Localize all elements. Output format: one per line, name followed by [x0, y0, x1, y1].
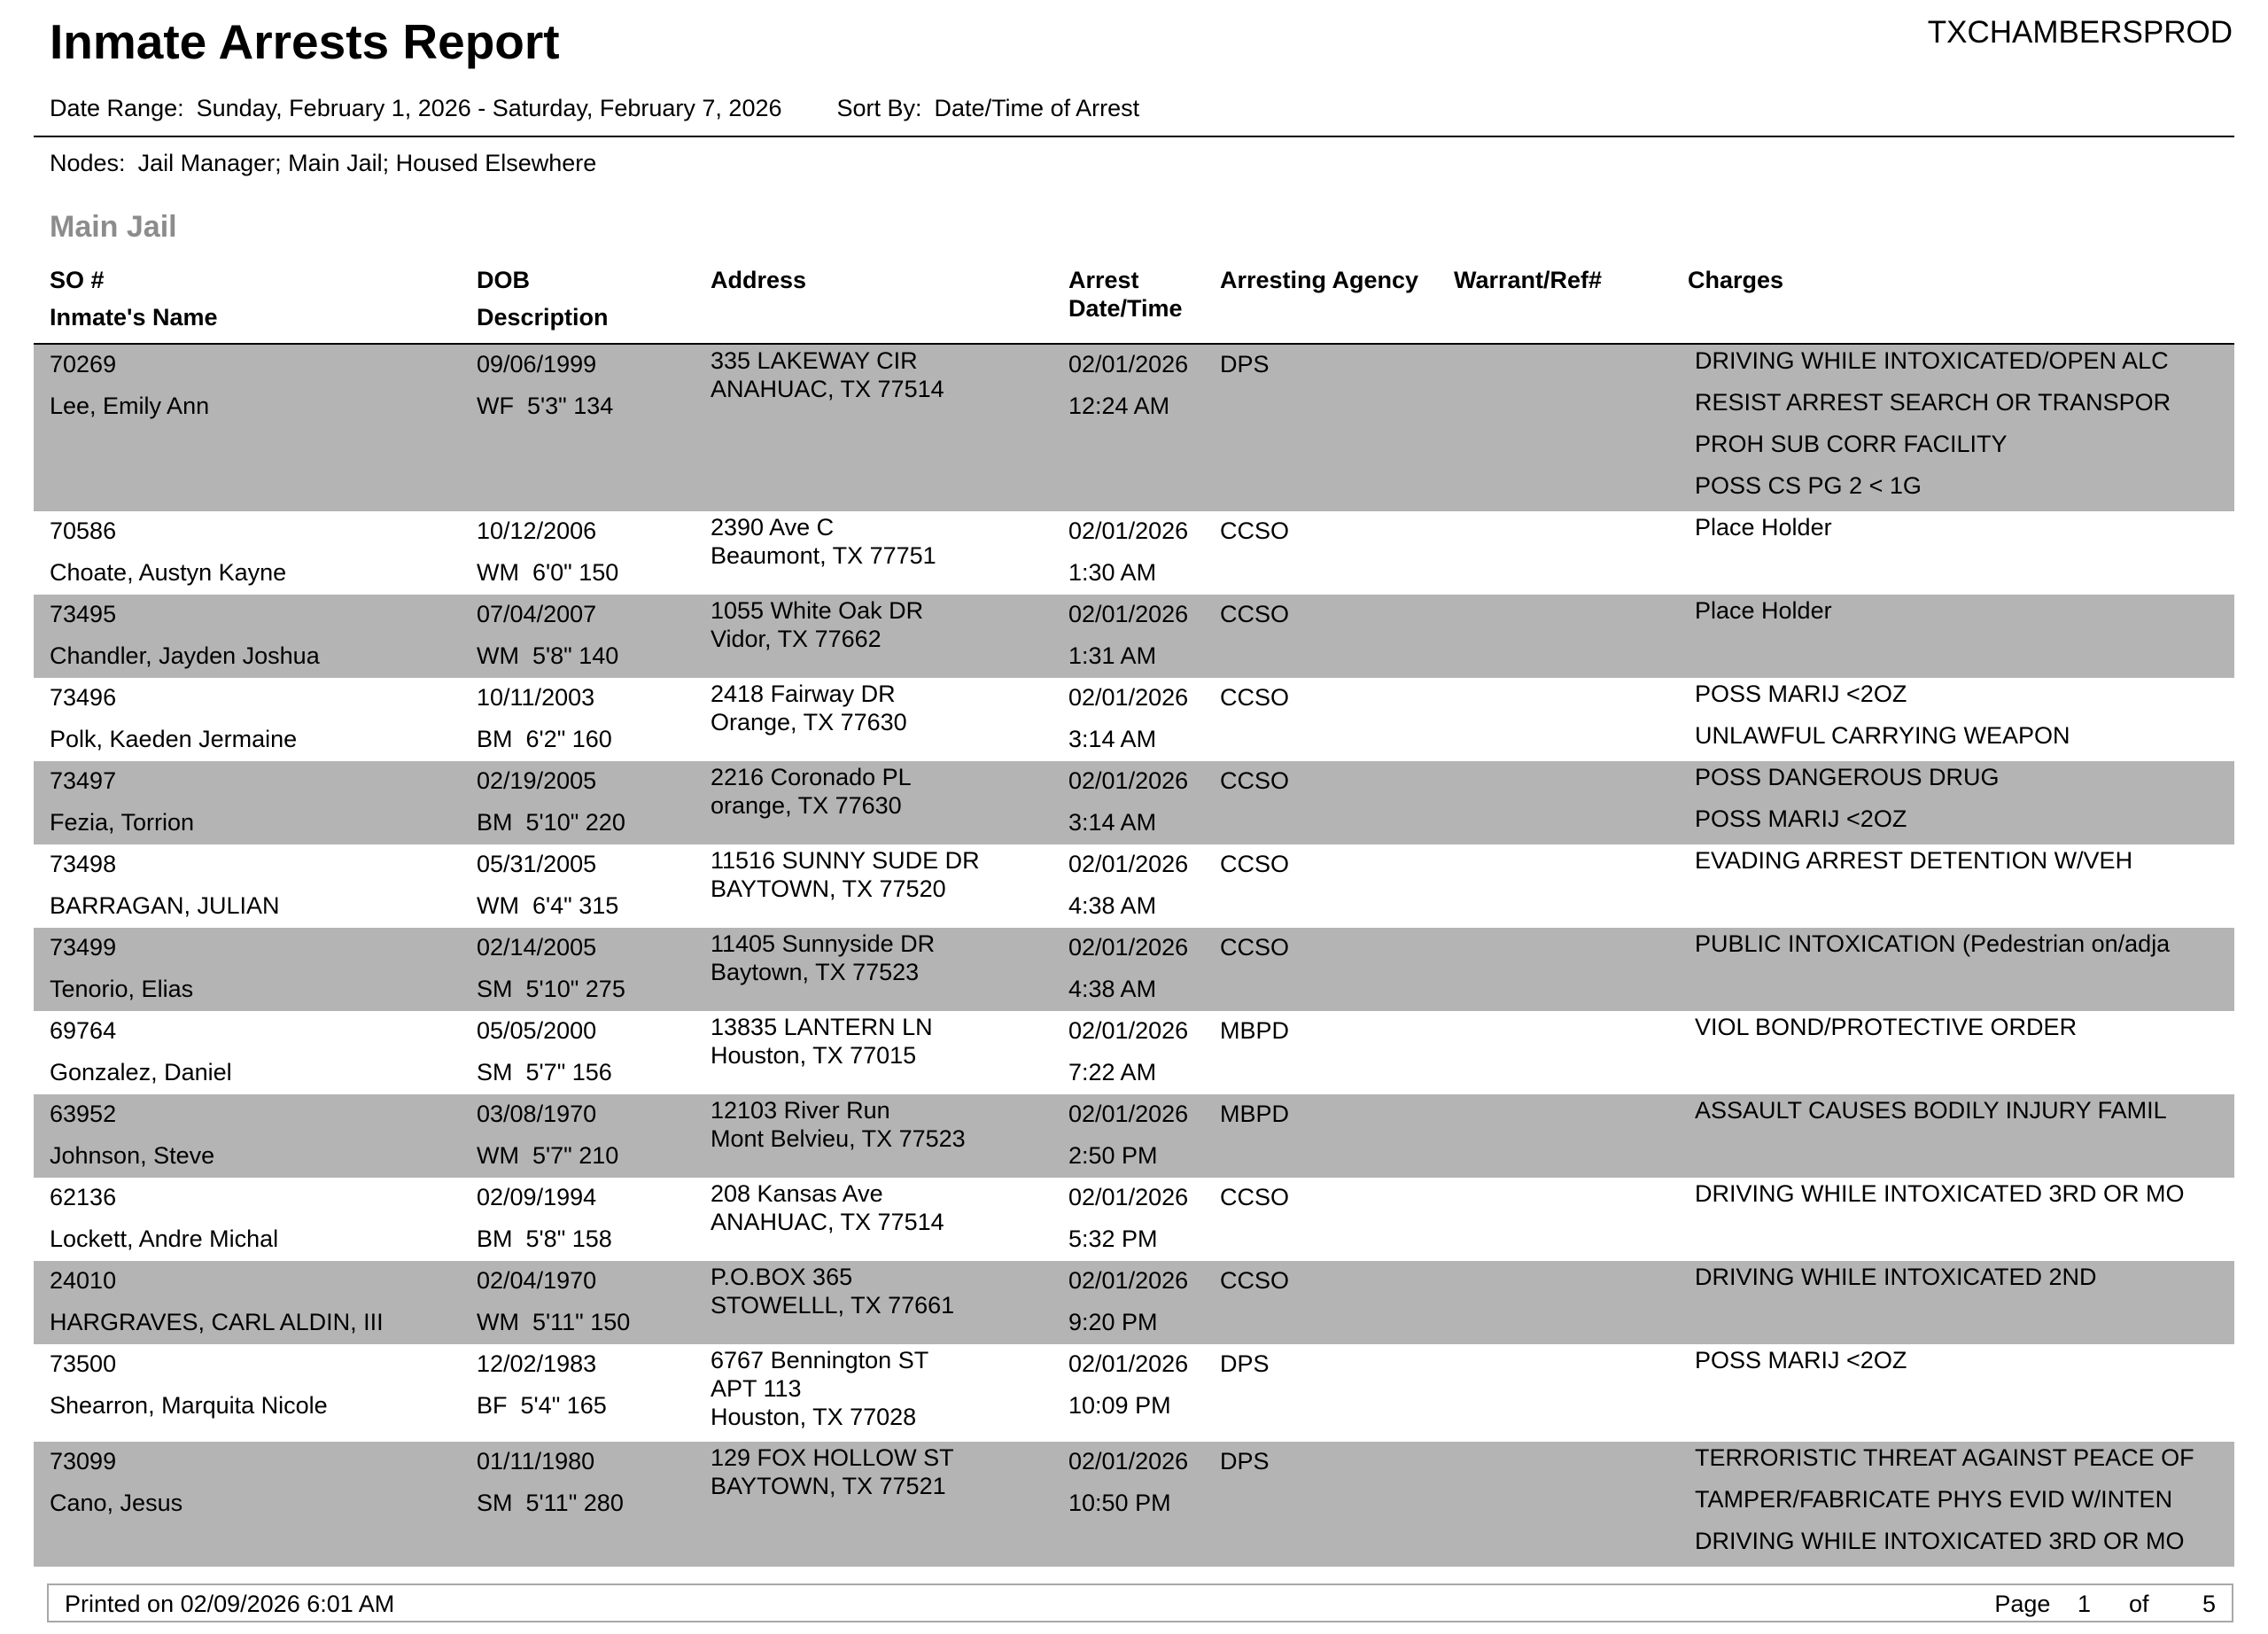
- sort-value: Date/Time of Arrest: [934, 95, 1140, 121]
- date-range-value: Sunday, February 1, 2026 - Saturday, February 7, 2026: [196, 95, 782, 121]
- charges: [1695, 763, 2200, 846]
- charge-item: TAMPER/FABRICATE PHYS EVID W/INTEN: [1695, 1486, 2173, 1513]
- charges: [1695, 513, 2200, 555]
- so-number: 63952: [50, 1101, 117, 1127]
- nodes-line: [50, 149, 596, 177]
- system-name: TXCHAMBERSPROD: [1927, 15, 2233, 50]
- arrest-date: 02/01/2026: [1068, 1448, 1189, 1474]
- col-header-charges: Charges: [1688, 267, 1784, 293]
- dob: 07/04/2007: [477, 601, 597, 627]
- table-row: [34, 928, 2234, 1011]
- address-line: BAYTOWN, TX 77521: [711, 1473, 946, 1499]
- charge-item: DRIVING WHILE INTOXICATED/OPEN ALC: [1695, 347, 2169, 374]
- address: [711, 1096, 966, 1153]
- description: WF 5'3" 134: [477, 393, 614, 419]
- description: BM 5'8" 158: [477, 1226, 612, 1252]
- arrest-date: 02/01/2026: [1068, 517, 1189, 544]
- charge-item: TERRORISTIC THREAT AGAINST PEACE OF: [1695, 1444, 2194, 1471]
- address-line: Mont Belvieu, TX 77523: [711, 1125, 966, 1152]
- report-parameters: [50, 94, 1139, 122]
- arrest-date: 02/01/2026: [1068, 684, 1189, 711]
- arrest-date: 02/01/2026: [1068, 851, 1189, 877]
- address-line: Vidor, TX 77662: [711, 626, 882, 652]
- charge-item: VIOL BOND/PROTECTIVE ORDER: [1695, 1014, 2078, 1040]
- address-line: Orange, TX 77630: [711, 709, 907, 735]
- inmate-name: Polk, Kaeden Jermaine: [50, 726, 298, 752]
- arresting-agency: CCSO: [1220, 1184, 1290, 1210]
- dob: 02/14/2005: [477, 934, 597, 961]
- table-row: [34, 678, 2234, 761]
- address: [711, 1013, 933, 1070]
- address: [711, 680, 907, 736]
- address-line: 11516 SUNNY SUDE DR: [711, 847, 980, 874]
- arrests-table: [34, 345, 2234, 1567]
- arrest-date: 02/01/2026: [1068, 1101, 1189, 1127]
- address: [711, 1179, 944, 1236]
- page-indicator: [1994, 1591, 2216, 1617]
- charges: [1695, 1346, 2200, 1388]
- arrest-time: 5:32 PM: [1068, 1226, 1158, 1252]
- so-number: 62136: [50, 1184, 117, 1210]
- arrest-time: 1:30 AM: [1068, 559, 1157, 586]
- arrest-date: 02/01/2026: [1068, 767, 1189, 794]
- nodes-value: Jail Manager; Main Jail; Housed Elsewhere: [137, 150, 597, 176]
- charge-item: UNLAWFUL CARRYING WEAPON: [1695, 722, 2070, 749]
- dob: 09/06/1999: [477, 351, 597, 377]
- address-line: 2418 Fairway DR: [711, 681, 896, 707]
- arrest-time: 10:50 PM: [1068, 1490, 1171, 1516]
- col-header-warrant: Warrant/Ref#: [1454, 267, 1603, 293]
- so-number: 73499: [50, 934, 117, 961]
- arrest-time: 10:09 PM: [1068, 1392, 1171, 1419]
- charge-item: POSS MARIJ <2OZ: [1695, 1347, 1907, 1373]
- inmate-name: HARGRAVES, CARL ALDIN, III: [50, 1309, 384, 1335]
- page-label: Page: [1994, 1591, 2051, 1617]
- col-header-address: Address: [711, 267, 807, 293]
- address-line: 13835 LANTERN LN: [711, 1014, 933, 1040]
- address: [711, 930, 935, 986]
- so-number: 73495: [50, 601, 117, 627]
- inmate-name: Chandler, Jayden Joshua: [50, 642, 320, 669]
- arresting-agency: CCSO: [1220, 767, 1290, 794]
- charge-item: Place Holder: [1695, 597, 1832, 624]
- of-label: of: [2128, 1591, 2149, 1617]
- table-row: [34, 1344, 2234, 1442]
- arrest-date: 02/01/2026: [1068, 1017, 1189, 1044]
- inmate-name: Tenorio, Elias: [50, 976, 194, 1002]
- charges: [1695, 680, 2200, 763]
- charge-item: POSS DANGEROUS DRUG: [1695, 764, 2000, 790]
- sort-label: Sort By:: [836, 95, 922, 121]
- arresting-agency: CCSO: [1220, 1267, 1290, 1294]
- description: BM 5'10" 220: [477, 809, 625, 836]
- col-header-dob: DOB: [477, 267, 530, 293]
- address: [711, 1346, 928, 1431]
- arrest-date: 02/01/2026: [1068, 934, 1189, 961]
- arrest-time: 2:50 PM: [1068, 1142, 1158, 1169]
- charge-item: DRIVING WHILE INTOXICATED 3RD OR MO: [1695, 1528, 2185, 1554]
- charge-item: POSS CS PG 2 < 1G: [1695, 472, 1922, 499]
- address-line: APT 113: [711, 1375, 802, 1402]
- inmate-name: BARRAGAN, JULIAN: [50, 892, 280, 919]
- address-line: 1055 White Oak DR: [711, 597, 924, 624]
- arresting-agency: CCSO: [1220, 517, 1290, 544]
- arrest-date: 02/01/2026: [1068, 351, 1189, 377]
- col-header-description: Description: [477, 304, 609, 331]
- charges: [1695, 1443, 2200, 1568]
- so-number: 73498: [50, 851, 117, 877]
- so-number: 73500: [50, 1350, 117, 1377]
- nodes-label: Nodes:: [50, 150, 126, 176]
- charges: [1695, 596, 2200, 638]
- report-title: Inmate Arrests Report: [50, 14, 560, 69]
- inmate-name: Fezia, Torrion: [50, 809, 195, 836]
- table-row: [34, 1011, 2234, 1094]
- section-title: Main Jail: [50, 210, 177, 244]
- description: SM 5'11" 280: [477, 1490, 624, 1516]
- charge-item: EVADING ARREST DETENTION W/VEH: [1695, 847, 2133, 874]
- dob: 12/02/1983: [477, 1350, 597, 1377]
- dob: 01/11/1980: [477, 1448, 595, 1474]
- address-line: STOWELLL, TX 77661: [711, 1292, 955, 1319]
- address-line: Houston, TX 77028: [711, 1404, 917, 1430]
- dob: 10/11/2003: [477, 684, 595, 711]
- address-line: 2390 Ave C: [711, 514, 835, 541]
- arresting-agency: MBPD: [1220, 1101, 1290, 1127]
- printed-timestamp: Printed on 02/09/2026 6:01 AM: [65, 1591, 395, 1617]
- address-line: P.O.BOX 365: [711, 1264, 853, 1290]
- address: [711, 846, 980, 903]
- address-line: 2216 Coronado PL: [711, 764, 912, 790]
- description: WM 5'8" 140: [477, 642, 619, 669]
- header-divider: [34, 136, 2234, 137]
- arresting-agency: DPS: [1220, 1448, 1270, 1474]
- inmate-name: Lee, Emily Ann: [50, 393, 210, 419]
- col-header-so: SO #: [50, 267, 105, 293]
- so-number: 70586: [50, 517, 117, 544]
- charge-item: POSS MARIJ <2OZ: [1695, 805, 1907, 832]
- inmate-name: Gonzalez, Daniel: [50, 1059, 232, 1085]
- charges: [1695, 846, 2200, 888]
- so-number: 73497: [50, 767, 117, 794]
- arresting-agency: CCSO: [1220, 851, 1290, 877]
- address-line: ANAHUAC, TX 77514: [711, 376, 944, 402]
- address-line: 335 LAKEWAY CIR: [711, 347, 918, 374]
- inmate-name: Choate, Austyn Kayne: [50, 559, 287, 586]
- charges: [1695, 930, 2200, 971]
- charges: [1695, 1013, 2200, 1054]
- dob: 02/09/1994: [477, 1184, 597, 1210]
- table-row: [34, 595, 2234, 678]
- description: WM 6'4" 315: [477, 892, 619, 919]
- arrest-time: 7:22 AM: [1068, 1059, 1157, 1085]
- address-line: 6767 Bennington ST: [711, 1347, 929, 1373]
- description: WM 6'0" 150: [477, 559, 619, 586]
- arresting-agency: CCSO: [1220, 934, 1290, 961]
- inmate-name: Johnson, Steve: [50, 1142, 215, 1169]
- arresting-agency: DPS: [1220, 351, 1270, 377]
- dob: 02/19/2005: [477, 767, 597, 794]
- dob: 05/05/2000: [477, 1017, 597, 1044]
- description: BF 5'4" 165: [477, 1392, 607, 1419]
- charge-item: PROH SUB CORR FACILITY: [1695, 431, 2008, 457]
- dob: 03/08/1970: [477, 1101, 597, 1127]
- table-row: [34, 1261, 2234, 1344]
- description: WM 5'7" 210: [477, 1142, 619, 1169]
- address-line: Beaumont, TX 77751: [711, 542, 936, 569]
- page-footer: [47, 1583, 2233, 1622]
- arresting-agency: MBPD: [1220, 1017, 1290, 1044]
- table-row: [34, 761, 2234, 844]
- charge-item: POSS MARIJ <2OZ: [1695, 681, 1907, 707]
- table-row: [34, 1178, 2234, 1261]
- address-line: 11405 Sunnyside DR: [711, 930, 936, 957]
- table-row: [34, 844, 2234, 928]
- address-line: BAYTOWN, TX 77520: [711, 875, 946, 902]
- table-row: [34, 345, 2234, 511]
- dob: 05/31/2005: [477, 851, 597, 877]
- charge-item: ASSAULT CAUSES BODILY INJURY FAMIL: [1695, 1097, 2167, 1124]
- arrest-time: 4:38 AM: [1068, 892, 1157, 919]
- dob: 10/12/2006: [477, 517, 597, 544]
- so-number: 69764: [50, 1017, 117, 1044]
- page-total: 5: [2202, 1591, 2216, 1617]
- address-line: Houston, TX 77015: [711, 1042, 917, 1069]
- col-header-datetime: Date/Time: [1068, 295, 1183, 322]
- arresting-agency: CCSO: [1220, 601, 1290, 627]
- arrest-time: 3:14 AM: [1068, 726, 1157, 752]
- address: [711, 513, 936, 570]
- charge-item: PUBLIC INTOXICATION (Pedestrian on/adja: [1695, 930, 2171, 957]
- table-row: [34, 1094, 2234, 1178]
- charges: [1695, 346, 2200, 513]
- address: [711, 596, 923, 653]
- charges: [1695, 1096, 2200, 1138]
- table-row: [34, 511, 2234, 595]
- so-number: 70269: [50, 351, 117, 377]
- so-number: 73496: [50, 684, 117, 711]
- description: SM 5'7" 156: [477, 1059, 612, 1085]
- address-line: 129 FOX HOLLOW ST: [711, 1444, 954, 1471]
- col-header-agency: Arresting Agency: [1220, 267, 1419, 293]
- page-number: 1: [2077, 1591, 2091, 1617]
- col-header-name: Inmate's Name: [50, 304, 218, 331]
- date-range-label: Date Range:: [50, 95, 184, 121]
- address: [711, 1263, 954, 1319]
- arrest-time: 3:14 AM: [1068, 809, 1157, 836]
- arrest-date: 02/01/2026: [1068, 1184, 1189, 1210]
- charge-item: DRIVING WHILE INTOXICATED 2ND: [1695, 1264, 2097, 1290]
- description: WM 5'11" 150: [477, 1309, 631, 1335]
- so-number: 24010: [50, 1267, 117, 1294]
- address-line: 208 Kansas Ave: [711, 1180, 883, 1207]
- arresting-agency: CCSO: [1220, 684, 1290, 711]
- address-line: orange, TX 77630: [711, 792, 902, 819]
- charge-item: RESIST ARREST SEARCH OR TRANSPOR: [1695, 389, 2171, 416]
- description: BM 6'2" 160: [477, 726, 612, 752]
- charges: [1695, 1263, 2200, 1304]
- address-line: 12103 River Run: [711, 1097, 890, 1124]
- charges: [1695, 1179, 2200, 1221]
- inmate-name: Cano, Jesus: [50, 1490, 183, 1516]
- inmate-name: Lockett, Andre Michal: [50, 1226, 279, 1252]
- inmate-name: Shearron, Marquita Nicole: [50, 1392, 328, 1419]
- arrest-date: 02/01/2026: [1068, 1267, 1189, 1294]
- arresting-agency: DPS: [1220, 1350, 1270, 1377]
- table-row: [34, 1442, 2234, 1567]
- charge-item: DRIVING WHILE INTOXICATED 3RD OR MO: [1695, 1180, 2185, 1207]
- arrest-date: 02/01/2026: [1068, 1350, 1189, 1377]
- description: SM 5'10" 275: [477, 976, 625, 1002]
- address: [711, 763, 912, 820]
- arrest-date: 02/01/2026: [1068, 601, 1189, 627]
- charge-item: Place Holder: [1695, 514, 1832, 541]
- arrest-time: 9:20 PM: [1068, 1309, 1158, 1335]
- col-header-arrest: Arrest: [1068, 267, 1139, 293]
- so-number: 73099: [50, 1448, 117, 1474]
- dob: 02/04/1970: [477, 1267, 597, 1294]
- address-line: ANAHUAC, TX 77514: [711, 1209, 944, 1235]
- arrest-time: 12:24 AM: [1068, 393, 1170, 419]
- address: [711, 1443, 954, 1500]
- address-line: Baytown, TX 77523: [711, 959, 920, 985]
- address: [711, 346, 944, 403]
- arrest-time: 1:31 AM: [1068, 642, 1157, 669]
- arrest-time: 4:38 AM: [1068, 976, 1157, 1002]
